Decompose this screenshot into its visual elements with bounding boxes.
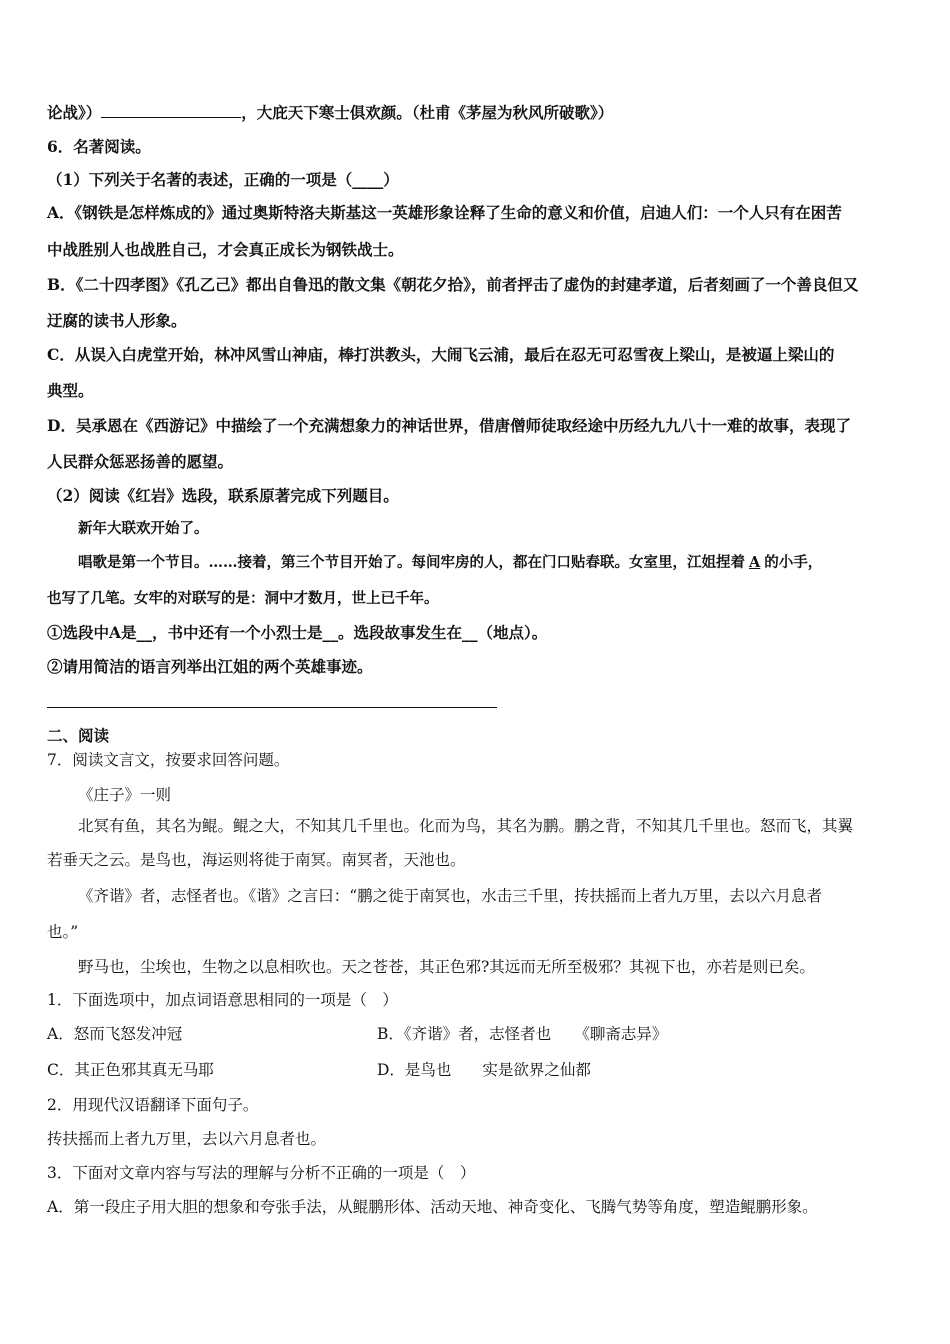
choice-c: C．其正色邪其真无马耶 bbox=[47, 1061, 214, 1079]
question-6-title: 6．名著阅读。 bbox=[47, 137, 151, 156]
option-b-line1: B．《二十四孝图》《孔乙己》都出自鲁迅的散文集《朝花夕拾》，前者抨击了虚伪的封建孝道，后者刻画了一个善良但又 bbox=[47, 275, 859, 294]
section-heading: 二、阅读 bbox=[47, 726, 110, 745]
passage-line: 若垂天之云。是鸟也，海运则将徙于南冥。南冥者，天池也。 bbox=[47, 851, 466, 869]
answer-line[interactable] bbox=[47, 707, 497, 708]
blank-a: A bbox=[749, 554, 761, 571]
choice-b: B．《齐谐》者，志怪者也 《聊斋志异》 bbox=[377, 1025, 668, 1043]
sentence-to-translate: 抟扶摇而上者九万里，去以六月息者也。 bbox=[47, 1130, 327, 1148]
sub-question-3: 3．下面对文章内容与写法的理解与分析不正确的一项是（ ） bbox=[47, 1164, 476, 1182]
sub-question-1: ①选段中A是__，书中还有一个小烈士是__。选段故事发生在__（地点）。 bbox=[47, 623, 548, 642]
passage-line: 新年大联欢开始了。 bbox=[78, 520, 209, 537]
poem-fill-line bbox=[47, 102, 613, 123]
answer-blank[interactable] bbox=[101, 102, 241, 118]
option-d-line1: D．吴承恩在《西游记》中描绘了一个充满想象力的神话世界，借唐僧师徒取经途中历经九九八十一难的故事，表现了 bbox=[47, 416, 851, 435]
option-c-line1: C．从误入白虎堂开始，林冲风雪山神庙，棒打洪教头，大闹飞云浦，最后在忍无可忍雪夜上梁山，是被逼上梁山的 bbox=[47, 345, 835, 364]
question-6-2: （2）阅读《红岩》选段，联系原著完成下列题目。 bbox=[47, 486, 399, 505]
sub-question-2: 2．用现代汉语翻译下面句子。 bbox=[47, 1096, 259, 1114]
passage-line: 北冥有鱼，其名为鲲。鲲之大，不知其几千里也。化而为鸟，其名为鹏。鹏之背，不知其几千里也。怒而飞，其翼 bbox=[78, 817, 854, 835]
passage-line: 也。” bbox=[47, 923, 79, 941]
choice-d: D．是鸟也 实是欲界之仙都 bbox=[377, 1061, 591, 1079]
text: 论战》） bbox=[47, 103, 102, 122]
text: 的小手， bbox=[764, 554, 823, 571]
option-c-line2: 典型。 bbox=[47, 381, 94, 400]
text: ，大庇天下寒士俱欢颜。（杜甫《茅屋为秋风所破歌》） bbox=[241, 103, 614, 122]
option-a-line2: 中战胜别人也战胜自己，才会真正成长为钢铁战士。 bbox=[47, 240, 404, 259]
passage-line: 《齐谐》者，志怪者也。《谐》之言曰：“鹏之徙于南冥也，水击三千里，抟扶摇而上者九万里，去以六月息者 bbox=[78, 887, 823, 905]
passage-line: 也写了几笔。女牢的对联写的是：洞中才数月，世上已千年。 bbox=[47, 590, 439, 607]
sub-question-2: ②请用简洁的语言列举出江姐的两个英雄事迹。 bbox=[47, 657, 373, 676]
option-b-line2: 迂腐的读书人形象。 bbox=[47, 311, 187, 330]
option-d-line2: 人民群众惩恶扬善的愿望。 bbox=[47, 452, 234, 471]
text-title: 《庄子》一则 bbox=[78, 786, 172, 804]
choice-a: A．怒而飞怒发冲冠 bbox=[47, 1025, 183, 1043]
passage-line bbox=[78, 553, 822, 573]
question-6-1: （1）下列关于名著的表述，正确的一项是（____） bbox=[47, 170, 399, 189]
question-7-title: 7．阅读文言文，按要求回答问题。 bbox=[47, 751, 290, 769]
sub-question-1: 1．下面选项中，加点词语意思相同的一项是（ ） bbox=[47, 991, 398, 1009]
text: 唱歌是第一个节目。……接着，第三个节目开始了。每间牢房的人，都在门口贴春联。女室里，江姐捏着 bbox=[78, 554, 745, 571]
passage-line: 野马也，尘埃也，生物之以息相吹也。天之苍苍，其正色邪?其远而无所至极邪？其视下也，亦若是则已矣。 bbox=[78, 958, 815, 976]
option-a-line1: A．《钢铁是怎样炼成的》通过奥斯特洛夫斯基这一英雄形象诠释了生命的意义和价值，启迪人们：一个人只有在困苦 bbox=[47, 203, 842, 222]
choice-a: A．第一段庄子用大胆的想象和夸张手法，从鲲鹏形体、活动天地、神奇变化、飞腾气势等角度，塑造鲲鹏形象。 bbox=[47, 1198, 818, 1216]
